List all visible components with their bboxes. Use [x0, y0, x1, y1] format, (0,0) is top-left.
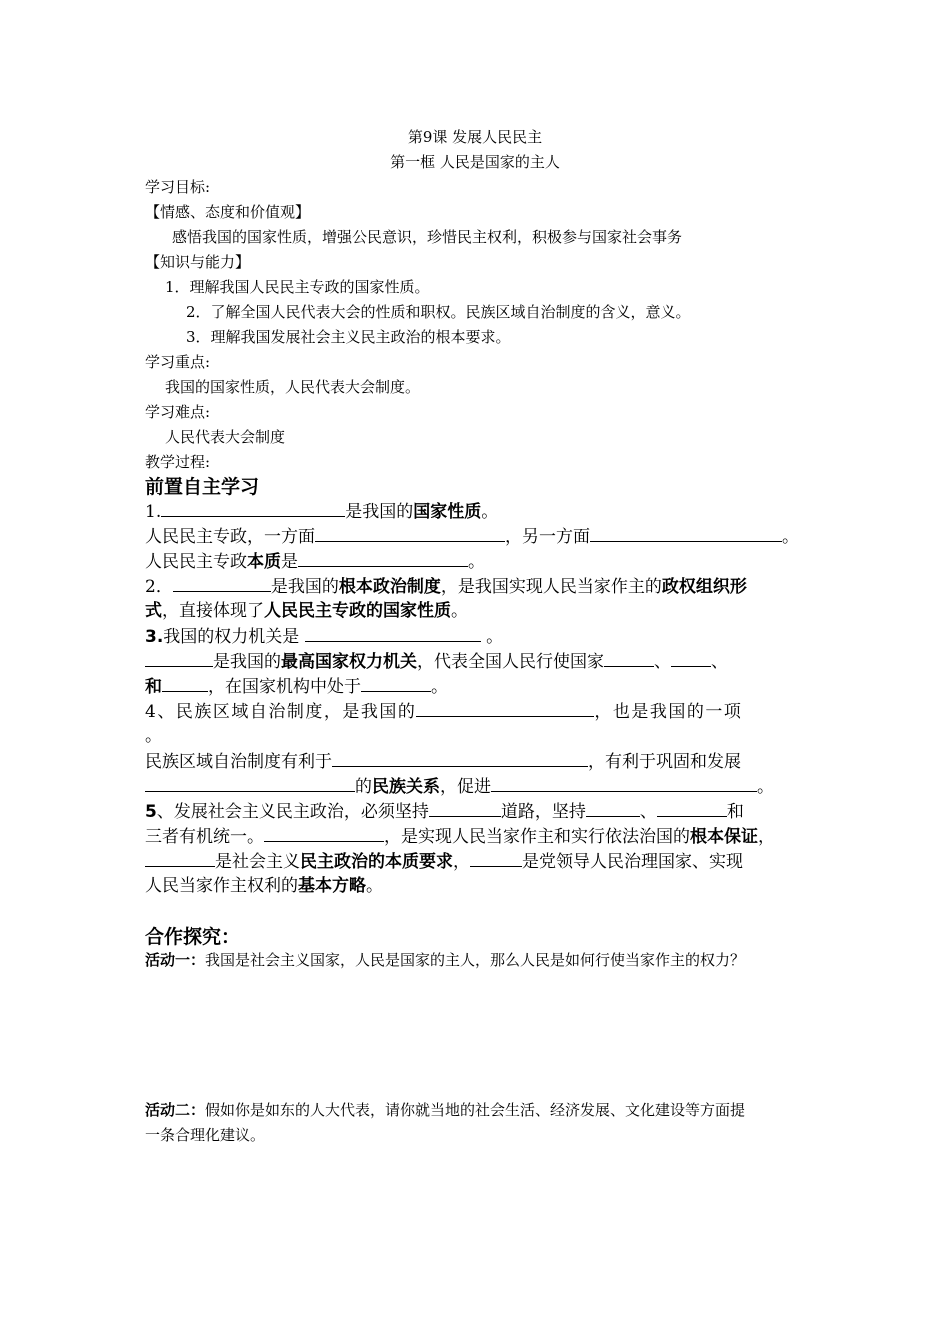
goal-item-2: 2．了解全国人民代表大会的性质和职权。民族区域自治制度的含义，意义。 [186, 303, 691, 321]
q4-text2: ，也是我国的一项 [594, 702, 743, 722]
question-5 [145, 799, 744, 824]
question-2 [145, 574, 747, 599]
activity-2-line2: 一条合理化建议。 [145, 1126, 266, 1144]
blank[interactable] [361, 674, 431, 692]
q1c-text: 人民民主专政 [145, 552, 247, 572]
emotion-heading: 【情感、态度和价值观】 [145, 203, 311, 221]
q1c-text2: 是 [281, 552, 298, 572]
q4-text: 4、民族区域自治制度，是我国的 [145, 702, 417, 722]
blank[interactable] [491, 774, 757, 792]
activity-2-text: 假如你是如东的人大代表，请你就当地的社会生活、经济发展、文化建设等方面提 [205, 1101, 746, 1119]
question-2b [145, 599, 468, 623]
q1b-text: 人民民主专政，一方面 [145, 527, 315, 547]
q1b-text2: ，另一方面 [505, 527, 590, 547]
goal-item-1: 1．理解我国人民民主专政的国家性质。 [165, 278, 430, 296]
question-3c [145, 674, 448, 699]
q2-text: 是我国的 [270, 577, 339, 597]
q2-bold: 根本政治制度 [338, 577, 441, 597]
lesson-title: 第9课 发展人民民主 [407, 128, 543, 146]
q3c-end: 。 [431, 677, 448, 697]
q5-sep: 、 [639, 802, 657, 822]
blank[interactable] [315, 524, 505, 542]
lesson-subtitle: 第一框 人民是国家的主人 [390, 153, 560, 171]
question-5c [145, 849, 743, 874]
q3c-bold: 和 [145, 677, 162, 697]
blank[interactable] [161, 499, 345, 517]
q2b-end: 。 [451, 601, 468, 621]
blank[interactable] [657, 799, 727, 817]
goals-heading: 学习目标: [145, 178, 211, 196]
q2-text2: ，是我国实现人民当家作主的 [440, 577, 662, 597]
q2-bold2: 政权组织形 [661, 577, 747, 597]
blank[interactable] [145, 649, 213, 667]
blank[interactable] [470, 849, 522, 867]
blank[interactable] [671, 649, 711, 667]
question-4 [145, 699, 742, 724]
q5c-sep: ， [453, 852, 470, 872]
activity-2-label: 活动二： [145, 1101, 206, 1119]
blank[interactable] [162, 674, 208, 692]
q5-text2: 道路，坚持 [500, 802, 586, 822]
q1b-end: 。 [782, 527, 799, 547]
q1-bold: 国家性质 [413, 502, 482, 522]
q4d-end: 。 [757, 777, 774, 797]
blank[interactable] [305, 624, 481, 642]
q3b-bold: 最高国家权力机关 [281, 652, 417, 672]
blank[interactable] [332, 749, 588, 767]
blank[interactable] [586, 799, 640, 817]
question-5d [145, 874, 383, 898]
blank[interactable] [429, 799, 501, 817]
difficulty-text: 人民代表大会制度 [165, 428, 286, 446]
focus-text: 我国的国家性质，人民代表大会制度。 [165, 378, 421, 396]
q4d-text2: ，促进 [440, 777, 491, 797]
question-1 [145, 499, 498, 524]
q5c-bold: 民主政治的本质要求 [300, 852, 453, 872]
knowledge-heading: 【知识与能力】 [145, 253, 251, 271]
self-study-heading: 前置自主学习 [145, 476, 260, 498]
q3-end: 。 [486, 627, 504, 647]
question-5b [145, 824, 775, 849]
blank[interactable] [145, 774, 355, 792]
q5b-bold: 根本保证 [690, 827, 758, 847]
q2-num: 2． [145, 577, 173, 597]
q1-text: 是我国的 [345, 502, 414, 522]
q1c-end: 。 [468, 552, 485, 572]
q5d-text: 人民当家作主权利的 [145, 876, 298, 896]
q5-num: 5 [145, 802, 157, 822]
q2b-bold2: 人民民主专政的国家性质 [264, 601, 451, 621]
activity-1-label: 活动一： [145, 951, 206, 969]
blank[interactable] [298, 549, 468, 567]
q3b-sep: 、 [654, 652, 671, 672]
q3-num: 3. [145, 627, 164, 647]
question-4d [145, 774, 774, 799]
blank[interactable] [416, 699, 594, 717]
blank[interactable] [145, 849, 215, 867]
question-1b [145, 524, 799, 549]
q5d-end: 。 [366, 876, 383, 896]
coop-heading: 合作探究： [145, 926, 241, 948]
question-4c [145, 749, 741, 774]
q1-end: 。 [481, 502, 499, 522]
q3b-sep2: 、 [711, 652, 728, 672]
q2b-text: ，直接体现了 [162, 601, 264, 621]
activity-1 [145, 949, 745, 971]
difficulty-heading: 学习难点: [145, 403, 211, 421]
q4d-bold: 民族关系 [372, 777, 440, 797]
q4c-text: 民族区域自治制度有利于 [145, 752, 332, 772]
emotion-text: 感悟我国的国家性质，增强公民意识，珍惜民主权利，积极参与国家社会事务 [172, 228, 683, 246]
q5b-text2: ，是实现人民当家作主和实行依法治国的 [384, 827, 690, 847]
q5c-text2: 是党领导人民治理国家、实现 [522, 852, 743, 872]
activity-1-text: 我国是社会主义国家，人民是国家的主人，那么人民是如何行使当家作主的权力？ [205, 951, 746, 969]
blank[interactable] [173, 574, 271, 592]
question-4b: 。 [145, 726, 162, 746]
q3b-text: 是我国的 [213, 652, 281, 672]
q5-text: 、发展社会主义民主政治，必须坚持 [156, 802, 429, 822]
q3b-text2: ，代表全国人民行使国家 [417, 652, 604, 672]
focus-heading: 学习重点: [145, 353, 211, 371]
q3c-text: ，在国家机构中处于 [208, 677, 361, 697]
q5c-text: 是社会主义 [215, 852, 300, 872]
question-3b [145, 649, 728, 674]
activity-2 [145, 1099, 745, 1121]
blank[interactable] [604, 649, 654, 667]
q5d-bold: 基本方略 [298, 876, 366, 896]
q3-text: 我国的权力机关是 [163, 627, 300, 647]
q5b-text: 三者有机统一。 [145, 827, 264, 847]
q5-end: 和 [726, 802, 744, 822]
q2b-bold: 式 [145, 601, 162, 621]
question-3 [145, 624, 503, 649]
blank[interactable] [264, 824, 384, 842]
q1-num: 1. [145, 502, 162, 522]
q4d-text: 的 [355, 777, 372, 797]
q5b-end: ， [758, 827, 775, 847]
process-heading: 教学过程: [145, 453, 211, 471]
q1c-bold: 本质 [247, 552, 281, 572]
goal-item-3: 3．理解我国发展社会主义民主政治的根本要求。 [186, 328, 511, 346]
question-1c [145, 549, 485, 574]
blank[interactable] [590, 524, 782, 542]
q4c-text2: ，有利于巩固和发展 [588, 752, 741, 772]
